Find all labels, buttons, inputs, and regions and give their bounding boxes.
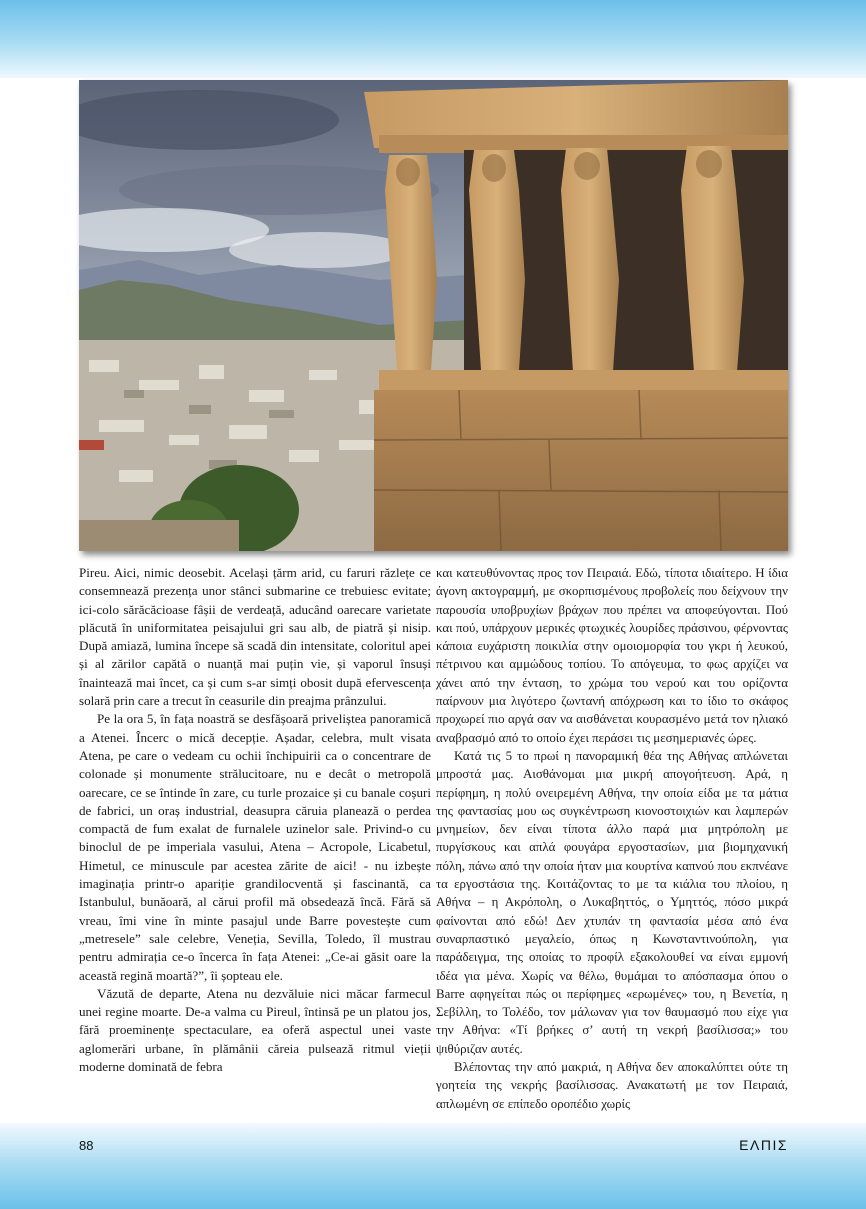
top-decorative-band [0, 0, 866, 78]
magazine-name: ΕΛΠΙΣ [739, 1137, 788, 1153]
caryatids-illustration [79, 80, 788, 551]
right-paragraph-1: και κατευθύνοντας προς τον Πειραιά. Εδώ, τίποτα ιδιαίτερο. Η ίδια άγονη ακτογραμμή, με σκορπισμένους προβολείς που δείχνουν την παρουσία υποβρυχίων βράχων που πρέπει να αποφεύγονται. Πού και πού, υπάρχουν μερικές φτωχικές λουρίδες πράσινου, φέρνοντας κάποια ευχάριστη ποικιλία στην ομοιομορφία του γκρι ή λευκού, πέτρινου και αμμώδους τοπίου. Το απόγευμα, το φως αρχίζει να χάνει από την ένταση, το χρώμα του νερού και του ορίζοντα παίρνουν μια λιγότερο ζωντανή απόχρωση και το ίδιο το σκάφος προχωρεί πιο αργά σαν να αισθάνεται κουρασμένο μετά τον ηλιακό αναβρασμό από το οποίο έχει περάσει τις μεσημεριανές ώρες. [436, 566, 788, 745]
page-number: 88 [79, 1138, 94, 1153]
greek-text-column [436, 564, 788, 1113]
romanian-text-column [79, 564, 431, 1076]
left-paragraph-1: Pireu. Aici, nimic deosebit. Același țărm arid, cu faruri răzlețe ce consemnează prezența unor stânci submarine ce trebuiesc evitate; ici-colo sărăcăcioase fâșii de verdeață, aducând oarecare varietate plăcută în uniformitatea peisajului gri sau alb, de piatră și nisip. După amiază, lumina începe să scadă din intensitate, coloritul apei și al zărilor capătă o nuanță mai puțin vie, și vaporul însuși înaintează mai încet, ca și cum s-ar simți obosit după efervescența solară prin care a trecut în ceasurile din preajma prânzului. [79, 565, 431, 709]
right-paragraph-2: Κατά τις 5 το πρωί η πανοραμική θέα της Αθήνας απλώνεται μπροστά μας. Αισθάνομαι μια μικρή απογοήτευση. Αρά, η περίφημη, η πολύ ονειρεμένη Αθήνα, την οποία είδα με τα μάτια της φαντασίας μου ως συγκέντρωση κιονοστοιχιών και λαμπερών μνημείων, δεν είναι τίποτα άλλο παρά μια μητρόπολη με πυργίσκους και απλά φουγάρα εργοστασίων, μια βιομηχανική πόλη, πάνω από την οποία ήταν μια κουρτίνα καπνού που εκπνέανε τα εργοστάσια της. Κοιτάζοντας το με τα κιάλια του πλοίου, η Αθήνα – η Ακρόπολη, ο Λυκαβηττός, ο Υμηττός, πόσο μικρά φαίνονται από εδώ! Δεν χτυπάν τη φαντασία μέσα από ένα συναρπαστικό μεγαλείο, όπως η Κωνσταντινούπολη, για παράδειγμα, της οποίας το προφίλ εξακολουθεί να είναι εμμονή ιδέα για μένα. Χωρίς να θέλω, θυμάμαι το απόσπασμα όπου ο Barre αφηγείται πώς οι περίφημες «ερωμένες» του, η Βενετία, η Σεβίλλη, το Τολέδο, τον μάλωναν για τον θαυμασμό που είχε για την Αθήνα: «Τί βρήκες σ’ αυτή τη νεκρή βασίλισσα;» του ψιθύριζαν αυτές. [436, 748, 788, 1056]
erechtheion-photo [79, 80, 788, 551]
right-paragraph-3: Βλέποντας την από μακριά, η Αθήνα δεν αποκαλύπτει ούτε τη γοητεία της νεκρής βασίλισσας. Ανακατωτή με τον Πειραιά, απλωμένη σε επίπεδο οροπέδιο χωρίς [436, 1060, 788, 1111]
bottom-decorative-band [0, 1123, 866, 1209]
left-paragraph-3: Văzută de departe, Atena nu dezvăluie nici măcar farmecul unei regine moarte. De-a valma cu Pireul, întinsă pe un platou jos, fără proeminențe spectaculare, ea oferă aspectul unei vaste aglomerări urbane, în plămânii căreia pulsează ritmul vieții moderne dominată de febra [79, 985, 431, 1075]
left-paragraph-2: Pe la ora 5, în fața noastră se desfășoară priveliștea panoramică a Atenei. Încerc o mică decepție. Așadar, celebra, mult visata Atena, pe care o vedeam cu ochii închipuirii ca o concentrare de colonade și monumente strălucitoare, nu e decât o metropolă oarecare, ce se întinde în zare, cu turle prozaice și cu banale coșuri de fabrici, un oraș industrial, deasupra căruia planează o perdea compactă de fum exalat de furnalele uzinelor sale. Privind-o cu binoclul de pe imperiala vasului, Atena – Acropole, Licabetul, Himetul, ce minuscule par acestea zărite de aici! - nu izbește imaginația printr-o apariție grandilocventă și fascinantă, ca Istanbulul, bunăoară, al cărui profil mă obsedează încă. Fără să vreau, îmi vine în minte pasajul unde Barre povestește cum „metresele” sale celebre, Veneția, Sevilla, Toledo, îl mustrau pentru admirația ce-o încerca în fața Atenei: „Ce-ai găsit oare la această regină moartă?”, îi șopteau ele. [79, 711, 431, 983]
